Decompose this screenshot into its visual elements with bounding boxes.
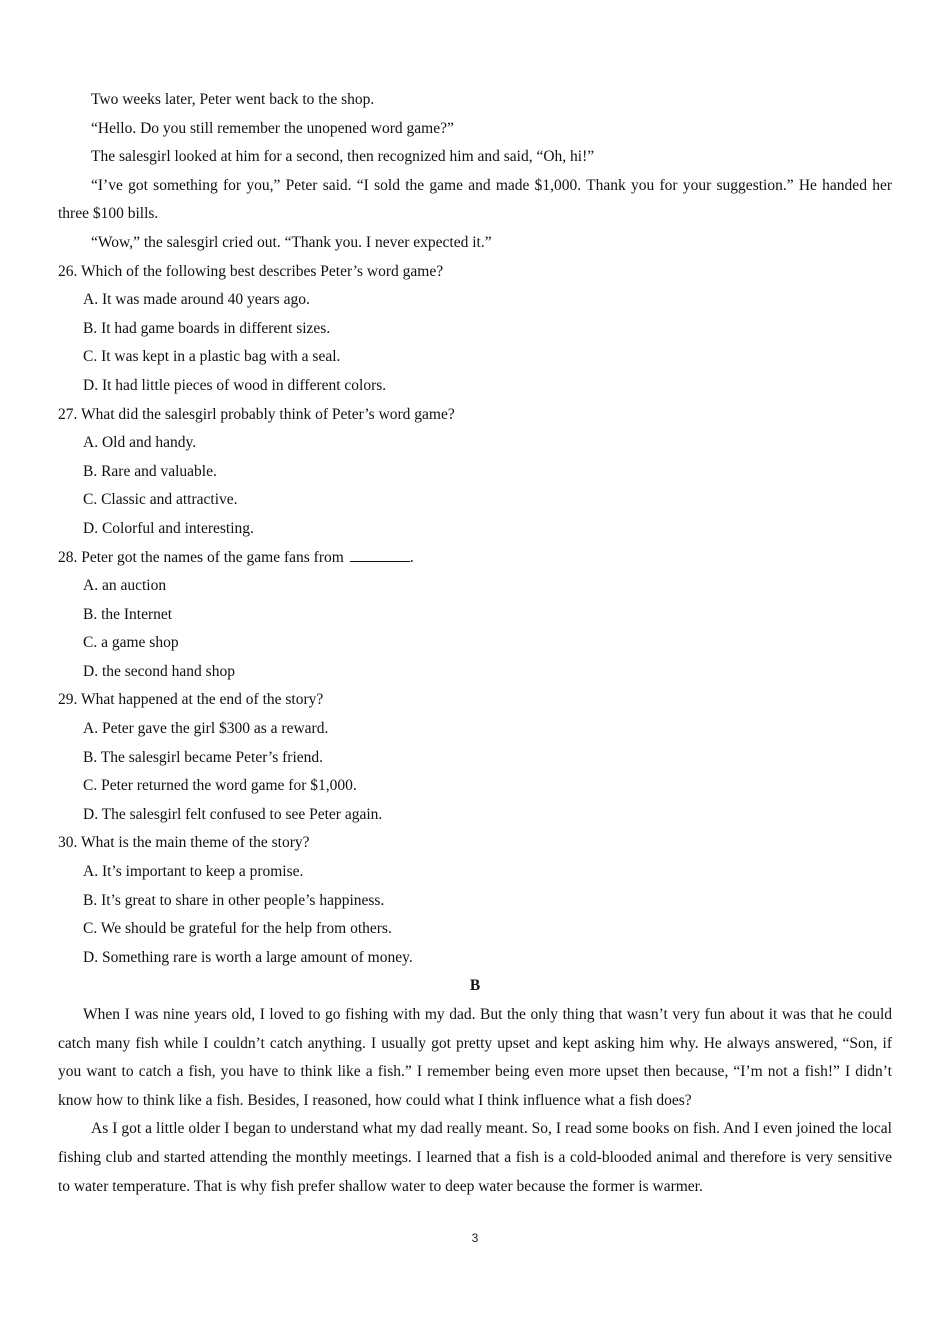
question-26 xyxy=(58,258,892,401)
answer-option: C. Peter returned the word game for $1,000. xyxy=(83,777,357,795)
question-stem: 26. Which of the following best describes Peter’s word game? xyxy=(58,262,444,280)
question-stem: 30. What is the main theme of the story? xyxy=(58,834,310,852)
question-stem-end: . xyxy=(409,548,414,566)
answer-option: D. Something rare is worth a large amount of money. xyxy=(83,948,413,966)
answer-option: A. It’s important to keep a promise. xyxy=(83,863,304,881)
section-heading: B xyxy=(469,977,481,995)
answer-option: A. Old and handy. xyxy=(83,434,197,452)
answer-option: B. It had game boards in different sizes. xyxy=(83,319,331,337)
answer-option: B. the Internet xyxy=(83,605,173,623)
question-stem: 27. What did the salesgirl probably think of Peter’s word game? xyxy=(58,405,455,423)
document-page xyxy=(58,86,892,1201)
question-stem: 29. What happened at the end of the story? xyxy=(58,691,324,709)
passage-paragraph: When I was nine years old, I loved to go fishing with my dad. But the only thing that wasn’t very fun about it was that he could catch many fish while I couldn’t catch anything. I usually got pretty upset and kept asking him why. He always answered, “Son, if you want to catch a fish, you have to think like a fish.” I remember being even more upset then because, “I’m not a fish!” I didn’t know how to think like a fish. Besides, I reasoned, how could what I think influence what a fish does? xyxy=(58,1006,892,1109)
answer-blank xyxy=(350,547,410,562)
answer-option: B. It’s great to share in other people’s happiness. xyxy=(83,891,385,909)
story-paragraph: “Wow,” the salesgirl cried out. “Thank you. I never expected it.” xyxy=(91,233,492,251)
answer-option: D. The salesgirl felt confused to see Peter again. xyxy=(83,805,383,823)
story-paragraph: “I’ve got something for you,” Peter said. “I sold the game and made $1,000. Thank you for your suggestion.” He handed her three $100 bills. xyxy=(58,176,892,223)
answer-option: D. It had little pieces of wood in different colors. xyxy=(83,376,387,394)
answer-option: A. Peter gave the girl $300 as a reward. xyxy=(83,720,329,738)
question-28 xyxy=(58,544,892,687)
question-stem-line xyxy=(58,544,892,573)
answer-option: B. Rare and valuable. xyxy=(83,462,217,480)
answer-option: C. Classic and attractive. xyxy=(83,491,238,509)
story-paragraph: Two weeks later, Peter went back to the shop. xyxy=(91,91,375,108)
answer-option: C. It was kept in a plastic bag with a seal. xyxy=(83,348,341,366)
page-number: 3 xyxy=(471,1231,479,1245)
passage-paragraph: As I got a little older I began to understand what my dad really meant. So, I read some books on fish. And I even joined the local fishing club and started attending the monthly meetings. I learned that a fish is a cold-blooded animal and therefore is very sensitive to water temperature. That is why fish prefer shallow water to deep water because the former is warmer. xyxy=(58,1120,892,1195)
answer-option: C. a game shop xyxy=(83,634,179,652)
story-paragraph: “Hello. Do you still remember the unopened word game?” xyxy=(91,119,454,137)
answer-option: A. an auction xyxy=(83,577,167,595)
answer-option: A. It was made around 40 years ago. xyxy=(83,291,310,309)
answer-option: D. Colorful and interesting. xyxy=(83,519,254,537)
story-paragraph: The salesgirl looked at him for a second, then recognized him and said, “Oh, hi!” xyxy=(91,148,595,166)
answer-option: B. The salesgirl became Peter’s friend. xyxy=(83,748,324,766)
question-27 xyxy=(58,401,892,544)
question-30 xyxy=(58,829,892,972)
answer-option: C. We should be grateful for the help from others. xyxy=(83,920,392,938)
answer-option: D. the second hand shop xyxy=(83,662,235,680)
question-stem: 28. Peter got the names of the game fans from xyxy=(58,548,344,566)
question-29 xyxy=(58,686,892,829)
